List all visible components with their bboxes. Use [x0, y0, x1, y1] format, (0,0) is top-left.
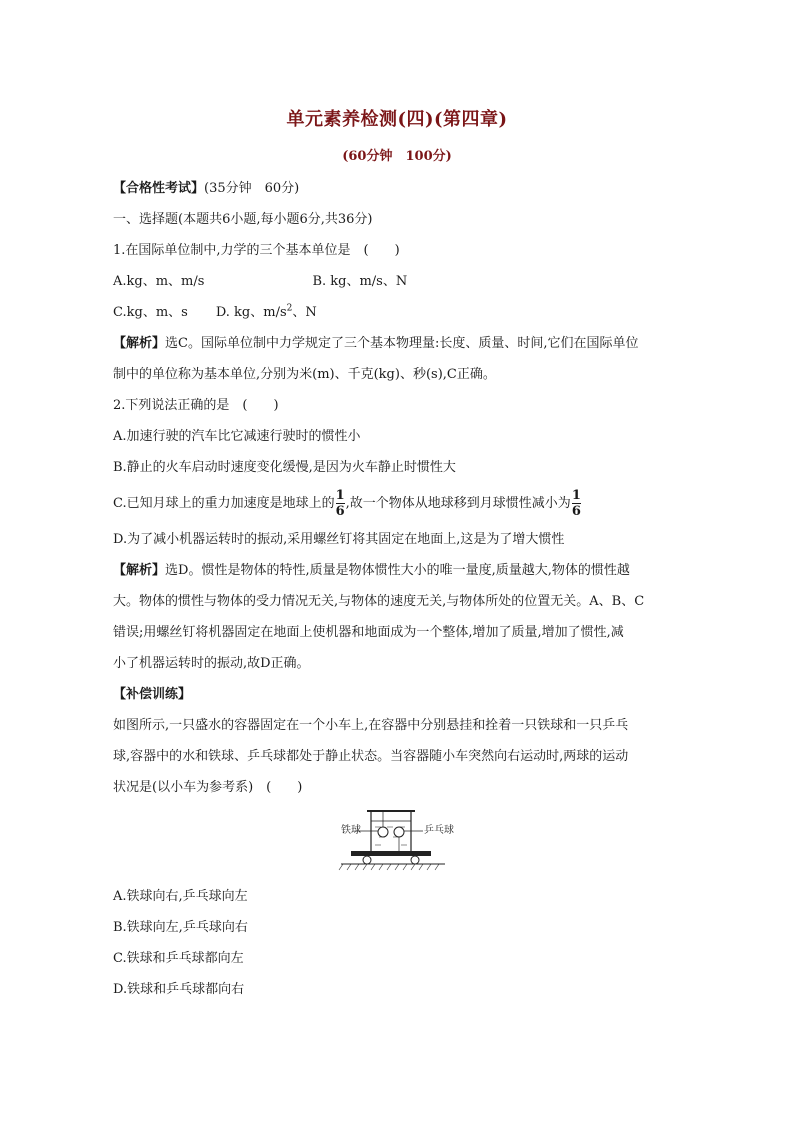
q1-options-cd	[113, 297, 688, 328]
q1-option-c: C.kg、m、s	[113, 305, 188, 320]
q1-options-ab	[113, 266, 688, 297]
fraction-one-sixth: $\frac{1}{6}$	[335, 488, 345, 519]
q3-stem-line3: 状况是(以小车为参考系) ( )	[113, 780, 303, 795]
q3-stem-line2: 球,容器中的水和铁球、乒乓球都处于静止状态。当容器随小车突然向右运动时,两球的运动	[113, 749, 629, 764]
q1-option-a: A.kg、m、m/s	[113, 274, 205, 289]
q1-analysis-line2: 制中的单位称为基本单位,分别为米(m)、千克(kg)、秒(s),C正确。	[113, 367, 496, 382]
figure-label-iron-ball: 铁球	[341, 825, 361, 836]
q3-option-c: C.铁球和乒乓球都向左	[113, 951, 244, 966]
q3-option-b: B.铁球向左,乒乓球向右	[113, 920, 248, 935]
page-title: 单元素养检测(四)(第四章)	[286, 109, 508, 130]
cart-diagram	[335, 807, 475, 873]
q1-option-d: D. kg、$m/s^2$、N	[215, 303, 317, 320]
q1-analysis-tag: 【解析】	[113, 336, 166, 351]
q2-analysis-line1: 【解析】选D。惯性是物体的特性,质量是物体惯性大小的唯一量度,质量越大,物体的惯性越	[113, 563, 630, 578]
q2-analysis-line3: 错误;用螺丝钉将机器固定在地面上使机器和地面成为一个整体,增加了质量,增加了惯性,减	[113, 625, 624, 640]
section-info: (35分钟 60分)	[204, 181, 300, 196]
document-body	[113, 173, 688, 1005]
q2-analysis-line2: 大。物体的惯性与物体的受力情况无关,与物体的速度无关,与物体所处的位置无关。A、B、C	[113, 594, 645, 609]
q2-analysis-line4: 小了机器运转时的振动,故D正确。	[113, 656, 310, 671]
q1-stem: 1.在国际单位制中,力学的三个基本单位是 ( )	[113, 243, 400, 258]
section-tag: 【合格性考试】	[113, 181, 205, 196]
q2-option-b: B.静止的火车启动时速度变化缓慢,是因为火车静止时惯性大	[113, 460, 456, 475]
q3-tag: 【补偿训练】	[113, 687, 192, 702]
q3-stem-line1: 如图所示,一只盛水的容器固定在一个小车上,在容器中分别悬挂和拴着一只铁球和一只乒乓	[113, 718, 629, 733]
q3-option-d: D.铁球和乒乓球都向右	[113, 982, 245, 997]
q2-analysis-tag: 【解析】	[113, 563, 166, 578]
q1-option-b: B. kg、m/s、N	[312, 274, 408, 289]
figure-label-pingpong-ball: 乒乓球	[424, 825, 454, 836]
q3-option-a: A.铁球向右,乒乓球向左	[113, 889, 248, 904]
q2-option-c: C.已知月球上的重力加速度是地球上的 $\frac{1}{6}$ ,故一个物体从地球移到月球惯性减小为 $\frac{1}{6}$	[113, 488, 581, 519]
q1-analysis-line1: 【解析】选C。国际单位制中力学规定了三个基本物理量:长度、质量、时间,它们在国际单位	[113, 336, 639, 351]
part-heading: 一、选择题(本题共6小题,每小题6分,共36分)	[113, 212, 373, 227]
fraction-one-sixth: $\frac{1}{6}$	[571, 488, 581, 519]
page-subtitle: (60分钟 100分)	[342, 149, 452, 164]
q2-option-d: D.为了减小机器运转时的振动,采用螺丝钉将其固定在地面上,这是为了增大惯性	[113, 532, 565, 547]
section-header	[113, 173, 688, 204]
q2-option-a: A.加速行驶的汽车比它减速行驶时的惯性小	[113, 429, 361, 444]
cart-container-figure	[113, 807, 688, 875]
q2-stem: 2.下列说法正确的是 ( )	[113, 398, 279, 413]
